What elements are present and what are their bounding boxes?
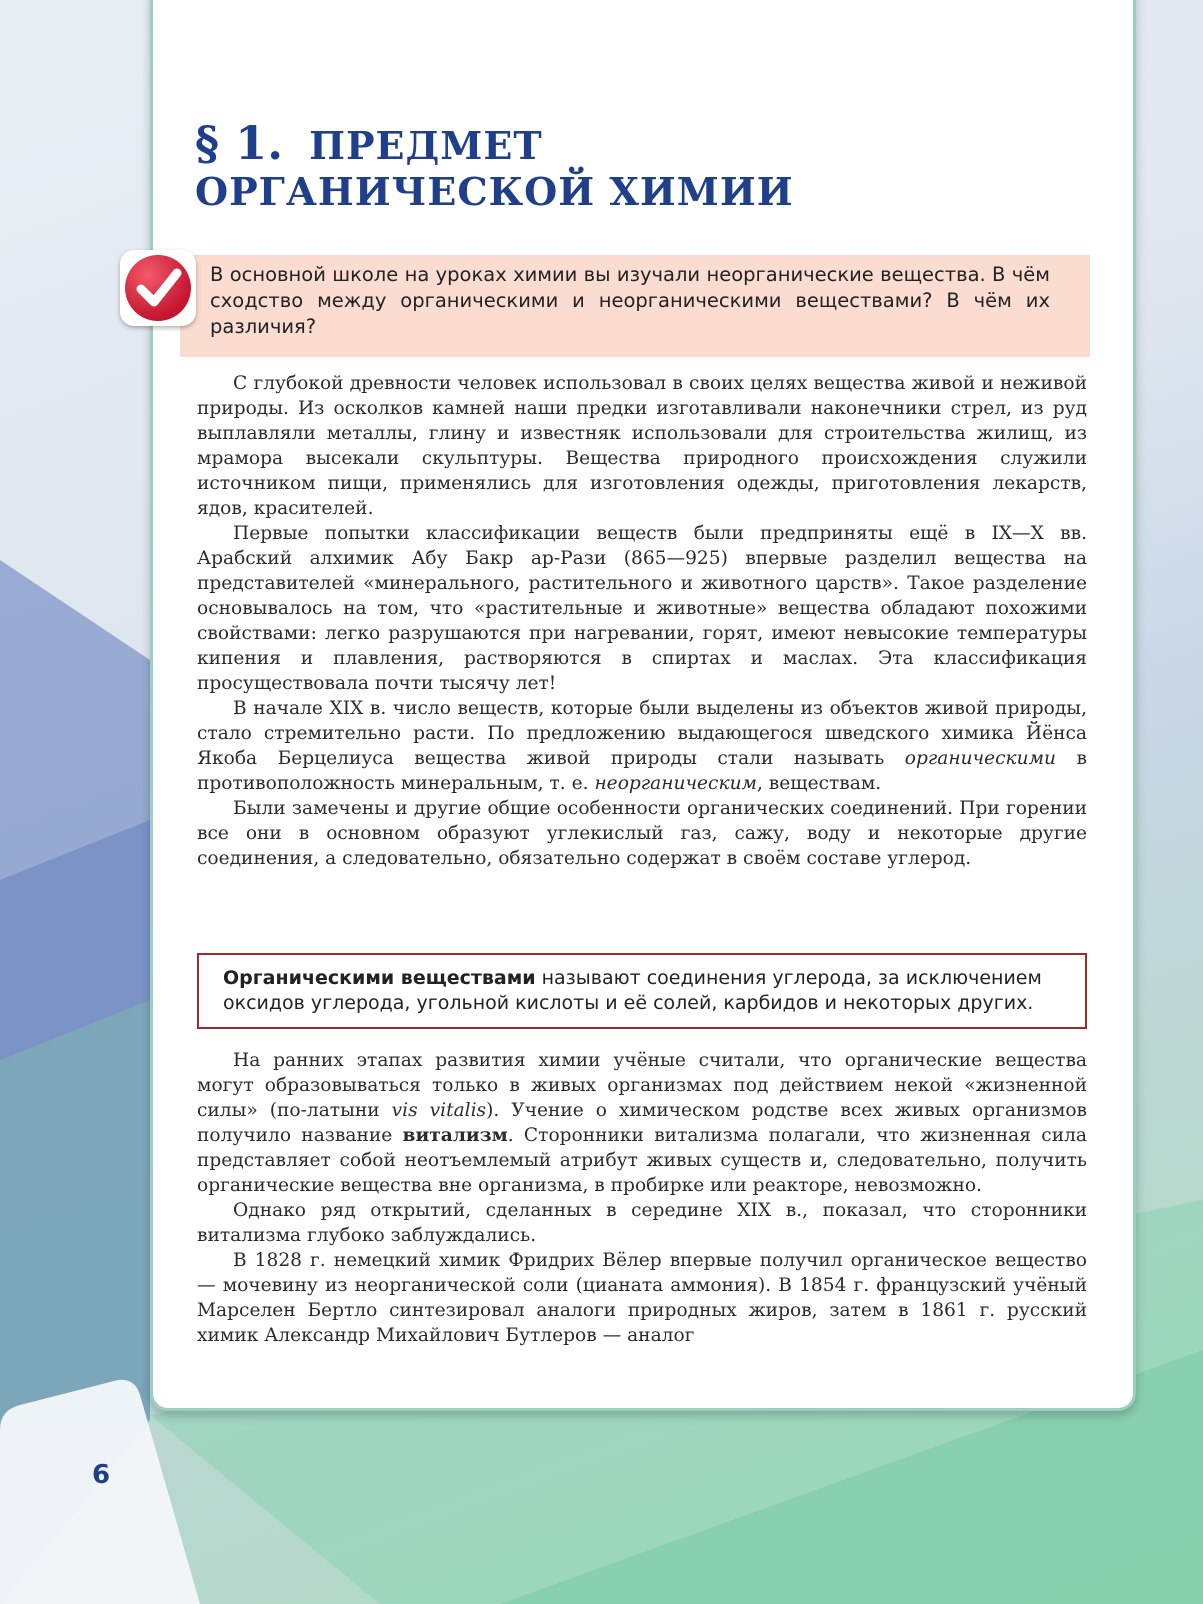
paragraph: С глубокой древности человек использовал в своих целях вещества живой и неживой природы. Из осколков камней наши предки изготавливали наконечники стрел, из руд выплавляли металлы, глину и известняк использовали для строительства жилищ, из мрамора высекали скульптуры. Вещества природного происхождения служили источником пищи, применялись для изготовления одежды, приготовления лекарств, ядов, красителей. [197, 373, 1087, 519]
paragraph: На ранних этапах развития химии учёные считали, что органические вещества могут образовываться только в живых организмах под действием некой «жизненной силы» (по-латыни vis vitalis). Учение о химическом родстве всех живых организмов получило название витализм. Сторонники витализма полагали, что жизненная сила представляет собой неотъемлемый атрибут живых существ и, следовательно, получить органические вещества вне организма, в пробирке или реакторе, невозможно. [197, 1050, 1087, 1196]
definition-text: Органическими веществами называют соединения углерода, за исключением оксидов углерода, угольной кислоты и её солей, карбидов и некоторых других. [223, 967, 1042, 1014]
body-text-top [197, 371, 1087, 871]
paragraph: Были замечены и другие общие особенности органических соединений. При горении все они в основном образуют углекислый газ, сажу, воду и некоторые другие соединения, а следовательно, обязательно содержат в своём составе углерод. [197, 798, 1087, 869]
paragraph: В начале XIX в. число веществ, которые были выделены из объектов живой природы, стало стремительно расти. По предложению выдающегося шведского химика Йёнса Якоба Берцелиуса вещества живой природы стали называть органическими в противоположность минеральным, т. е. неорганическим, веществам. [197, 698, 1087, 794]
term-vis-vitalis: vis vitalis [391, 1100, 487, 1121]
section-number: § 1. [195, 116, 284, 170]
page-number: 6 [92, 1460, 111, 1490]
paragraph: Первые попытки классификации веществ были предприняты ещё в IX—X вв. Арабский алхимик Абу Бакр ар-Рази (865—925) впервые разделил вещества на представителей «минерального, растительного и животного царств». Такое разделение основывалось на том, что «растительные и животные» вещества обладают похожими свойствами: легко разрушаются при нагревании, горят, имеют невысокие температуры кипения и плавления, растворяются в спиртах и маслах. Эта классификация просуществовала почти тысячу лет! [197, 523, 1087, 694]
paragraph: Однако ряд открытий, сделанных в середине XIX в., показал, что сторонники витализма глубоко заблуждались. [197, 1200, 1087, 1246]
question-text: В основной школе на уроках химии вы изучали неорганические вещества. В чём сходство между органическими и неорганическими веществами? В чём их различия? [210, 263, 1050, 338]
title-line-1: ПРЕДМЕТ [309, 123, 543, 168]
term-organic: органическими [904, 748, 1057, 769]
definition-term: Органическими веществами [223, 967, 536, 989]
term-inorganic: неорганическим [594, 773, 757, 794]
term-vitalism: витализм [402, 1125, 508, 1146]
paragraph: В 1828 г. немецкий химик Фридрих Вёлер впервые получил органическое вещество — мочевину из неорганической соли (цианата аммония). В 1854 г. французский учёный Марселен Бертло синтезировал аналоги природных жиров, затем в 1861 г. русский химик Александр Михайлович Бутлеров — аналог [197, 1250, 1087, 1346]
section-title [195, 118, 794, 212]
body-text-bottom [197, 1048, 1087, 1348]
title-line-2: ОРГАНИЧЕСКОЙ ХИМИИ [195, 168, 794, 214]
checkmark-icon [120, 250, 196, 326]
